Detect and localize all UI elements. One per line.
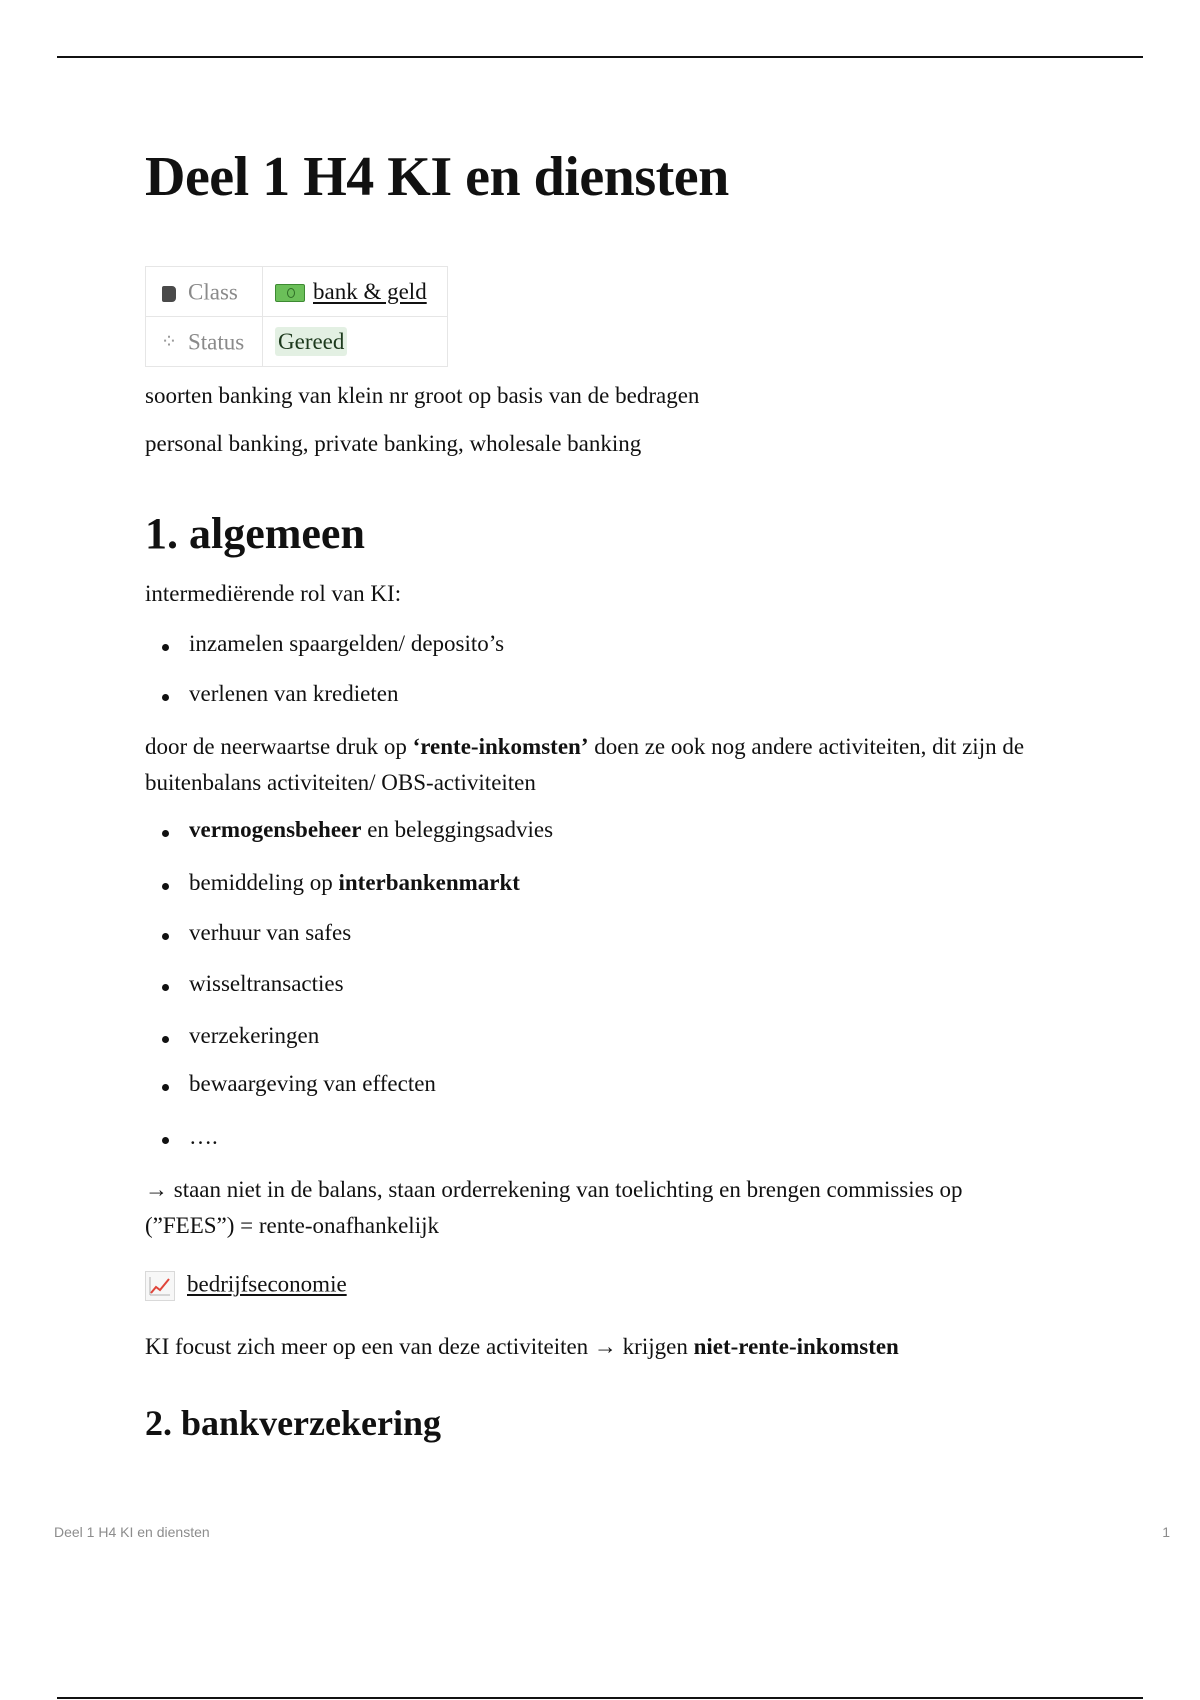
property-key-status: ⁘ Status [146,317,263,367]
bullet-dot [162,984,169,991]
intro-line-2: personal banking, private banking, wholesale banking [145,431,642,456]
bullet-dot [162,883,169,890]
bottom-rule [57,1697,1143,1699]
bullet-dot [162,830,169,837]
footer-page-number: 1 [1162,1524,1170,1540]
mention-link[interactable]: bedrijfseconomie [187,1271,347,1297]
property-row-class [146,267,448,317]
bullet-dot [162,1036,169,1043]
property-value-class[interactable] [263,267,448,317]
properties-table [145,266,448,367]
money-icon [275,284,305,302]
property-value-status[interactable] [263,317,448,367]
chart-increasing-icon [145,1271,175,1301]
bullet-dot [162,644,169,651]
book-icon [158,279,180,305]
focus-paragraph: KI focust zich meer op een van deze activiteiten → krijgen niet-rente-inkomsten [145,1334,899,1359]
section-1-heading: 1. algemeen [145,509,365,558]
obs-paragraph: door de neerwaartse druk op ‘rente-inkomsten’ doen ze ook nog andere activiteiten, dit zijn de [145,734,1025,759]
class-link[interactable]: bank & geld [313,278,427,304]
page-mention[interactable] [145,1271,347,1301]
bullet-dot [162,933,169,940]
property-key-class: Class [146,267,263,317]
intro-line-1: soorten banking van klein nr groot op basis van de bedragen [145,383,700,408]
bullet-dot [162,694,169,701]
loading-icon: ⁘ [160,331,178,354]
fees-note-line-2: (”FEES”) = rente-onafhankelijk [145,1213,439,1238]
top-rule [57,56,1143,58]
fees-note: → staan niet in de balans, staan orderrekening van toelichting en brengen commissies op [145,1177,963,1202]
footer-title: Deel 1 H4 KI en diensten [54,1524,210,1540]
status-badge[interactable]: Gereed [275,327,347,356]
bullet-dot [162,1137,169,1144]
property-row-status [146,317,448,367]
page-title: Deel 1 H4 KI en diensten [145,146,729,208]
obs-paragraph-line-2: buitenbalans activiteiten/ OBS-activiteiten [145,770,536,795]
section-2-heading: 2. bankverzekering [145,1403,441,1443]
bullet-dot [162,1084,169,1091]
section-1-lead: intermediërende rol van KI: [145,581,402,606]
